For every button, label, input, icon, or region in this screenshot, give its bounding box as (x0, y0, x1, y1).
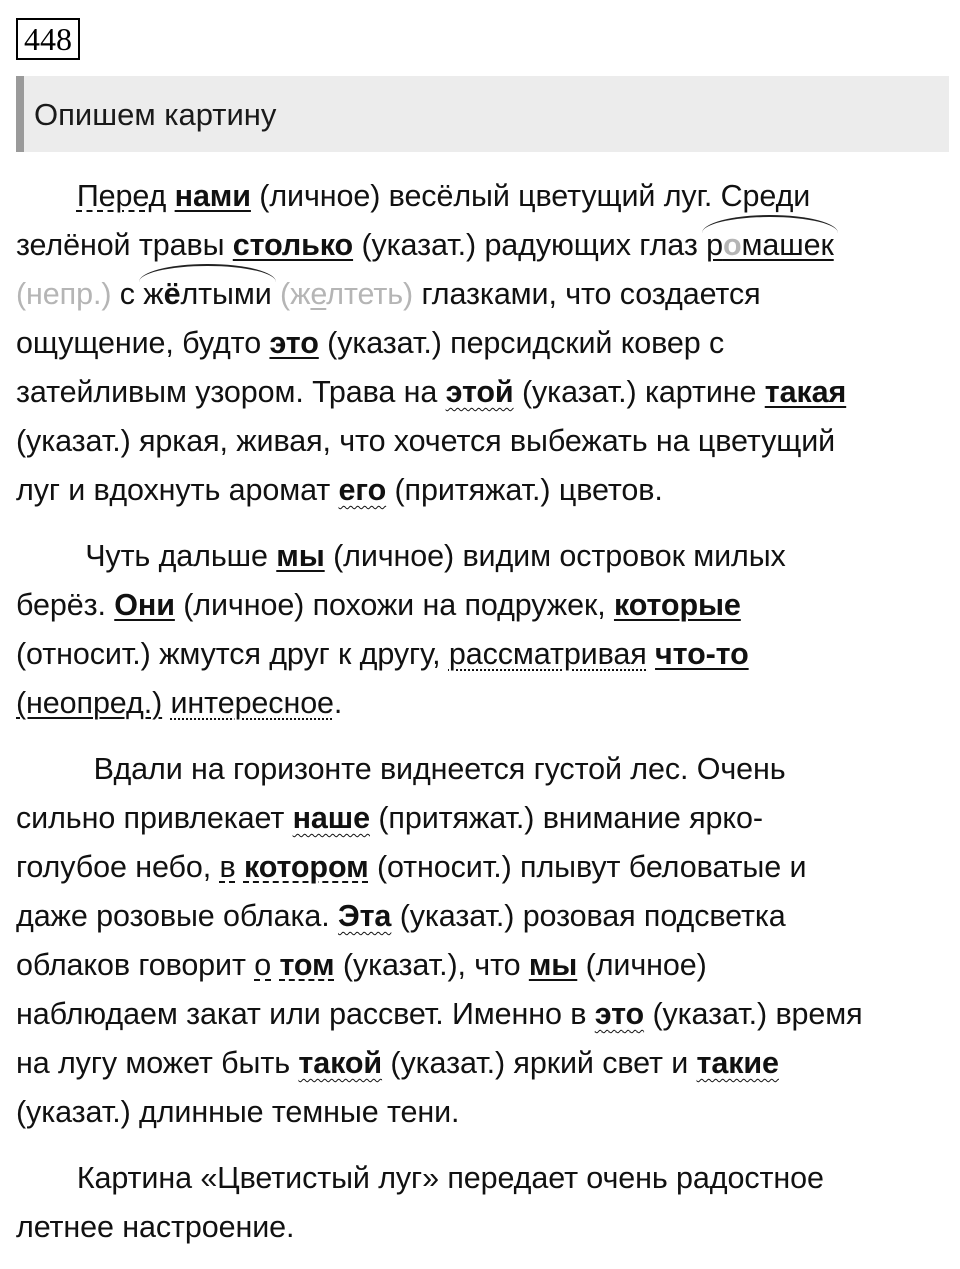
text-fragment: Чуть дальше (85, 539, 268, 573)
text-fragment: (указат.) длинные темные тени. (16, 1095, 460, 1129)
text-fragment: летнее настроение. (16, 1210, 295, 1244)
text-line (16, 990, 951, 1039)
text-fragment: на лугу может быть (16, 1046, 291, 1080)
text-fragment: (личное) видим островок милых (333, 539, 786, 573)
text-fragment: р (706, 228, 723, 262)
text-fragment: (указат.) яркая, живая, что хочется выбежать на цветущий (16, 424, 836, 458)
pronoun: что-то (655, 637, 749, 671)
text-fragment: (указат.) яркий свет и (390, 1046, 689, 1080)
text-line (16, 892, 951, 941)
text-line (16, 172, 951, 221)
note-grey (280, 277, 413, 311)
text-line (16, 941, 951, 990)
text-fragment: облаков говорит (16, 948, 246, 982)
text-fragment: (указат.) время (652, 997, 863, 1031)
pronoun: его (338, 473, 387, 507)
text-fragment: машек (741, 228, 834, 262)
pronoun: столько (232, 228, 354, 262)
pronoun: мы (528, 948, 578, 982)
text-fragment: (неопред.) (16, 686, 163, 720)
pronoun: этой (445, 375, 514, 409)
text-line (16, 417, 951, 466)
text-line (16, 679, 951, 728)
vowel-highlight: о (722, 228, 742, 262)
word-romashek (706, 221, 834, 270)
pronoun: такая (764, 375, 847, 409)
pronoun: том (279, 948, 335, 982)
pronoun: Эта (338, 899, 392, 933)
text-line (16, 319, 951, 368)
text-fragment: луг и вдохнуть аромат (16, 473, 331, 507)
text-line (16, 532, 951, 581)
text-line (16, 630, 951, 679)
text-fragment: даже розовые облака. (16, 899, 330, 933)
text-line (16, 1088, 951, 1137)
paragraph-4 (16, 1154, 951, 1252)
text-line (16, 745, 951, 794)
text-line (16, 1039, 951, 1088)
text-fragment: лтеть) (326, 277, 414, 311)
exercise-text (16, 172, 951, 1269)
text-fragment: (притяжат.) цветов. (394, 473, 663, 507)
text-line (16, 368, 951, 417)
pronoun: Они (114, 588, 175, 622)
exercise-number: 448 (16, 18, 80, 60)
pronoun: это (594, 997, 645, 1031)
text-fragment: (указат.) картине (521, 375, 757, 409)
vowel-highlight: ё (163, 277, 181, 311)
task-header (16, 76, 949, 152)
text-line (16, 221, 951, 270)
text-line (16, 466, 951, 515)
text-line (16, 794, 951, 843)
word-zheltymi (143, 270, 271, 319)
text-fragment: берёз. (16, 588, 106, 622)
pronoun: мы (276, 539, 325, 573)
text-line (16, 270, 951, 319)
text-fragment: . (333, 686, 343, 720)
text-fragment: голубое небо, (16, 850, 212, 884)
pronoun: которые (613, 588, 741, 622)
word-underlined: в (219, 850, 236, 884)
paragraph-2 (16, 532, 951, 728)
text-fragment: Картина «Цветистый луг» передает очень радостное (76, 1161, 824, 1195)
text-fragment: (указат.) розовая подсветка (399, 899, 786, 933)
text-fragment: (ж (280, 277, 311, 311)
text-fragment: затейливым узором. Трава на (16, 375, 438, 409)
task-title: Опишем картину (34, 97, 277, 132)
pronoun: это (269, 326, 319, 360)
word-underlined: Перед (76, 179, 167, 213)
text-fragment: (личное) весёлый цветущий луг. Среди (259, 179, 811, 213)
text-line (16, 1203, 951, 1252)
text-fragment: ощущение, будто (16, 326, 262, 360)
text-fragment: (притяжат.) внимание ярко- (378, 801, 763, 835)
text-fragment: наблюдаем закат или рассвет. Именно в (16, 997, 587, 1031)
text-fragment: (личное) (585, 948, 707, 982)
text-fragment: (относит.) жмутся друг к другу, (16, 637, 441, 671)
pronoun: котором (243, 850, 369, 884)
text-fragment: (указат.) радующих глаз (361, 228, 698, 262)
paragraph-3 (16, 745, 951, 1137)
text-fragment: лтыми (180, 277, 272, 311)
text-fragment: глазками, что создается (421, 277, 761, 311)
text-fragment: зелёной травы (16, 228, 225, 262)
word-underlined: интересное (170, 686, 334, 720)
word-underlined: о (254, 948, 272, 982)
pronoun: такие (696, 1046, 779, 1080)
text-fragment: сильно привлекает (16, 801, 285, 835)
text-fragment: Вдали на горизонте виднеется густой лес. Очень (93, 752, 786, 786)
text-fragment: (указат.) персидский ковер с (327, 326, 725, 360)
text-fragment: (личное) похожи на подружек, (183, 588, 606, 622)
note-grey: (непр.) (16, 277, 112, 311)
word-underlined: рассматривая (448, 637, 647, 671)
text-line (16, 581, 951, 630)
text-fragment: (относит.) плывут беловатые и (376, 850, 807, 884)
paragraph-1 (16, 172, 951, 515)
text-fragment: (указат.), что (342, 948, 521, 982)
pronoun: наше (292, 801, 370, 835)
vowel-highlight: е (310, 277, 327, 311)
text-line (16, 843, 951, 892)
pronoun: такой (298, 1046, 383, 1080)
text-fragment: ж (143, 277, 164, 311)
text-line (16, 1154, 951, 1203)
pronoun: нами (174, 179, 251, 213)
text-fragment: с (119, 277, 135, 311)
